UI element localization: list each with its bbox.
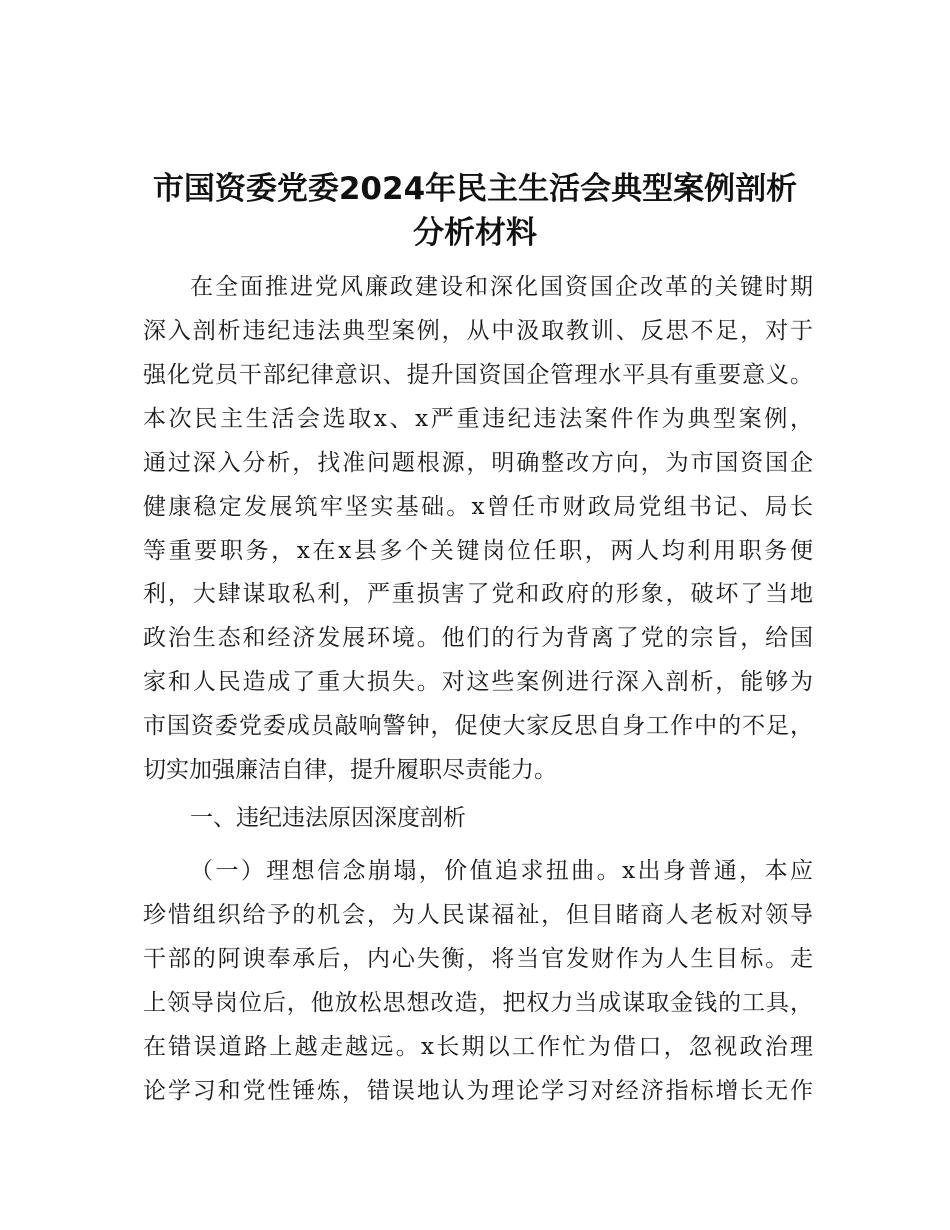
intro-paragraph-line: 健康稳定发展筑牢坚实基础。x曾任市财政局党组书记、局长 [143, 494, 813, 520]
subsection-paragraph-line: （一）理想信念崩塌，价值追求扭曲。x出身普通，本应 [190, 858, 813, 884]
intro-paragraph-line: 家和人民造成了重大损失。对这些案例进行深入剖析，能够为 [143, 669, 813, 695]
subsection-paragraph-line: 干部的阿谀奉承后，内心失衡，将当官发财作为人生目标。走 [143, 946, 813, 972]
section-heading: 一、违纪违法原因深度剖析 [190, 805, 466, 831]
subsection-paragraph-line: 上领导岗位后，他放松思想改造，把权力当成谋取金钱的工具， [143, 990, 813, 1016]
intro-paragraph-line: 强化党员干部纪律意识、提升国资国企管理水平具有重要意义。 [143, 362, 813, 388]
intro-paragraph-line: 等重要职务，x在x县多个关键岗位任职，两人均利用职务便 [143, 538, 813, 564]
document-title-line-2: 分析材料 [413, 215, 537, 251]
intro-paragraph-line: 本次民主生活会选取x、x严重违纪违法案件作为典型案例， [143, 406, 813, 432]
subsection-paragraph-line: 在错误道路上越走越远。x长期以工作忙为借口，忽视政治理 [143, 1034, 813, 1060]
intro-paragraph-line: 通过深入分析，找准问题根源，明确整改方向，为市国资国企 [143, 450, 813, 476]
subsection-paragraph-line: 论学习和党性锤炼，错误地认为理论学习对经济指标增长无作 [143, 1078, 813, 1104]
subsection-paragraph-line: 珍惜组织给予的机会，为人民谋福祉，但目睹商人老板对领导 [143, 902, 813, 928]
intro-paragraph-line: 政治生态和经济发展环境。他们的行为背离了党的宗旨，给国 [143, 625, 813, 651]
intro-paragraph-line: 在全面推进党风廉政建设和深化国资国企改革的关键时期 [190, 274, 813, 300]
intro-paragraph-line: 利，大肆谋取私利，严重损害了党和政府的形象，破坏了当地 [143, 581, 813, 607]
intro-paragraph-line: 市国资委党委成员敲响警钟，促使大家反思自身工作中的不足， [143, 713, 813, 739]
intro-paragraph-line: 深入剖析违纪违法典型案例，从中汲取教训、反思不足，对于 [143, 318, 813, 344]
document-title-line-1: 市国资委党委2024年民主生活会典型案例剖析 [152, 171, 798, 207]
intro-paragraph-line: 切实加强廉洁自律，提升履职尽责能力。 [143, 757, 557, 783]
